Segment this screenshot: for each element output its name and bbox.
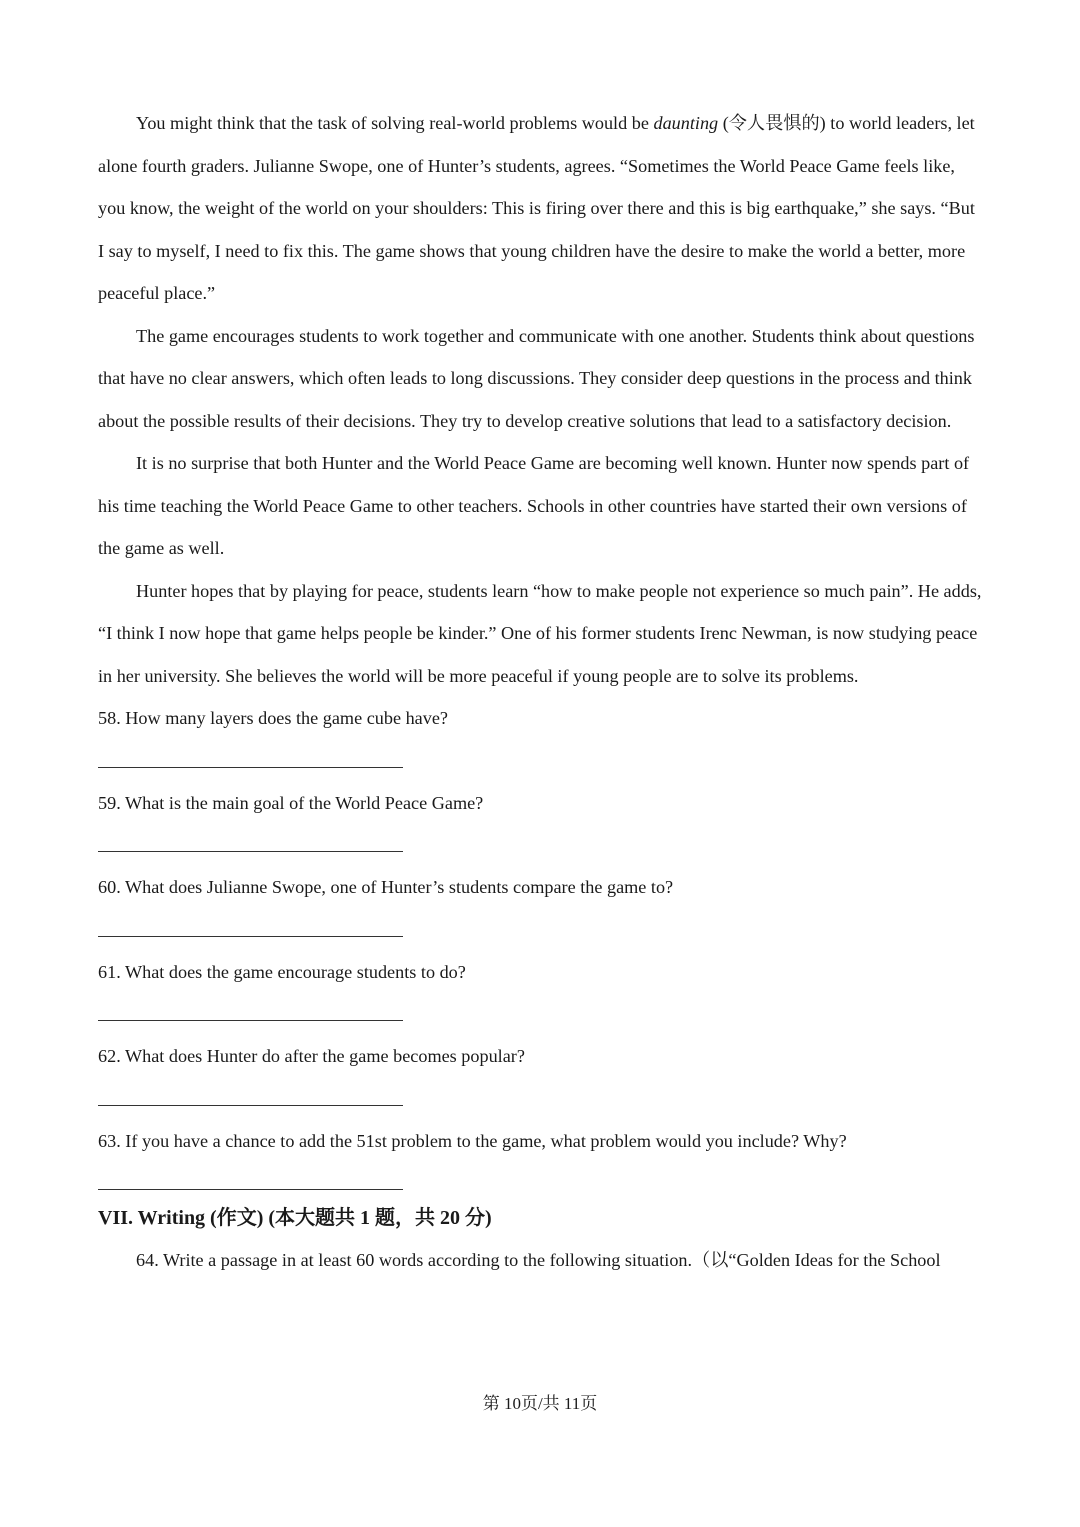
passage-paragraph-2: The game encourages students to work together and communicate with one another. Students think about questions that have no clear answers, which often leads to long discussions. They consider deep questions in the process and think about the possible results of their decisions. They try to develop creative solutions that lead to a satisfactory decision. xyxy=(98,325,975,431)
answer-line-61[interactable] xyxy=(98,1020,403,1021)
question-58: 58. How many layers does the game cube have? xyxy=(98,708,448,728)
question-61: 61. What does the game encourage students to do? xyxy=(98,961,466,982)
p1-before: You might think that the task of solving real-world problems would be xyxy=(136,113,654,133)
question-63: 63. If you have a chance to add the 51st problem to the game, what problem would you include? Why? xyxy=(98,1130,847,1151)
passage-paragraph-1 xyxy=(98,102,982,315)
document-page xyxy=(98,102,982,1282)
italic-word-daunting: daunting xyxy=(653,113,719,133)
answer-line-59[interactable] xyxy=(98,851,403,852)
question-59: 59. What is the main goal of the World Peace Game? xyxy=(98,792,484,813)
page-number-footer: 第 10页/共 11页 xyxy=(482,1394,598,1413)
p1-after: (令人畏惧的) to world leaders, let alone fourth graders. Julianne Swope, one of Hunter’s students, agrees. “Sometimes the World Peace Game feels like, you know, the weight of the world on your shoulders: This is firing over there and this is big earthquake,” she says. “But I say to myself, I need to fix this. The game shows that young children have the desire to make the world a better, more peaceful place.” xyxy=(98,113,975,303)
answer-line-60[interactable] xyxy=(98,936,403,937)
answer-line-58[interactable] xyxy=(98,767,403,768)
question-60: 60. What does Julianne Swope, one of Hunter’s students compare the game to? xyxy=(98,877,674,897)
question-list xyxy=(98,697,982,1190)
passage-paragraph-4: Hunter hopes that by playing for peace, students learn “how to make people not experience so much pain”. He adds, “I think I now hope that game helps people be kinder.” One of his former students Irenc Newman, is now studying peace in her university. She believes the world will be more peaceful if young people are to solve its problems. xyxy=(98,580,982,686)
answer-line-62[interactable] xyxy=(98,1105,403,1106)
passage-paragraph-3: It is no surprise that both Hunter and the World Peace Game are becoming well known. Hunter now spends part of his time teaching the World Peace Game to other teachers. Schools in other countries have started their own versions of the game as well. xyxy=(98,453,970,558)
section-heading-writing: VII. Writing (作文) (本大题共 1 题，共 20 分) xyxy=(98,1207,492,1229)
question-62: 62. What does Hunter do after the game becomes popular? xyxy=(98,1046,525,1066)
writing-prompt: 64. Write a passage in at least 60 words according to the following situation.（以“Golden Ideas for the School xyxy=(136,1250,941,1270)
answer-line-63[interactable] xyxy=(98,1189,403,1190)
